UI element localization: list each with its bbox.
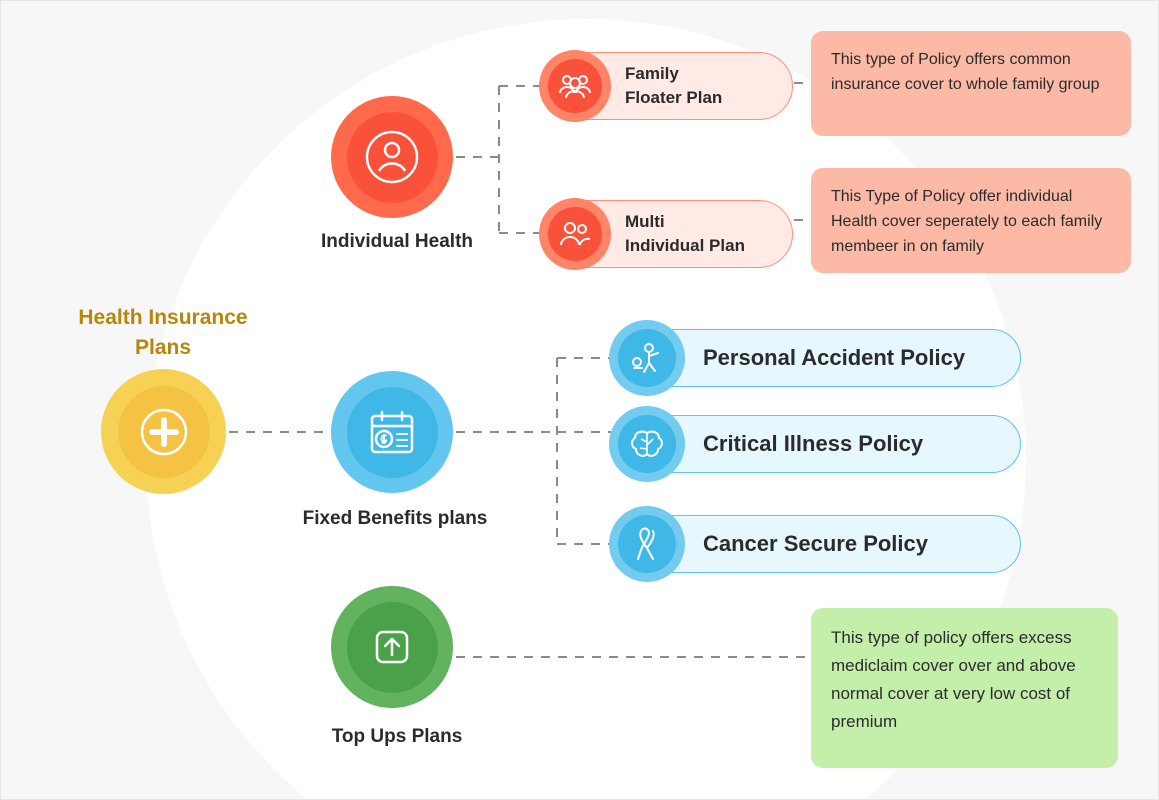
personal-accident-icon-wrap (609, 320, 685, 396)
personal-accident-icon-core (618, 329, 676, 387)
branch-node-top-ups-inner (347, 602, 438, 693)
node-family-floater-plan[interactable] (541, 52, 793, 120)
critical-illness-icon-wrap (609, 406, 685, 482)
description-multi-individual-plan: This Type of Policy offer individual Health cover seperately to each family membeer in on family (811, 168, 1131, 273)
description-top-ups-plans: This type of policy offers excess mediclaim cover over and above normal cover at very low cost of premium (811, 608, 1118, 768)
family-floater-label-line1: Family (625, 64, 679, 83)
critical-illness-icon-core (618, 415, 676, 473)
cancer-secure-icon-core (618, 515, 676, 573)
multi-individual-label-line2: Individual Plan (625, 236, 745, 255)
root-node-inner (118, 386, 210, 478)
node-critical-illness-policy[interactable] (611, 415, 1021, 473)
multi-individual-label-line1: Multi (625, 212, 665, 231)
branch-node-individual-health[interactable] (331, 96, 453, 218)
branch-label-individual-health: Individual Health (320, 231, 474, 252)
brain-icon (629, 428, 665, 460)
branch-label-fixed-benefits-plans: Fixed Benefits plans (302, 508, 488, 529)
multi-individual-icon-core (548, 207, 602, 261)
node-multi-individual-plan-label (611, 210, 745, 258)
node-personal-accident-policy[interactable] (611, 329, 1021, 387)
family-floater-label-line2: Floater Plan (625, 88, 723, 107)
branch-node-individual-health-inner (347, 112, 438, 203)
family-floater-icon-wrap (539, 50, 611, 122)
root-label (63, 303, 263, 363)
root-node-health-insurance-plans[interactable] (101, 369, 226, 494)
medical-cross-icon (137, 405, 191, 459)
two-people-icon (559, 219, 591, 249)
injured-person-icon (630, 341, 664, 375)
branch-node-fixed-benefits-plans[interactable] (331, 371, 453, 493)
awareness-ribbon-icon (633, 526, 661, 562)
node-cancer-secure-policy[interactable] (611, 515, 1021, 573)
calendar-money-icon (364, 406, 420, 458)
node-critical-illness-policy-label: Critical Illness Policy (703, 431, 924, 456)
root-label-line2: Plans (134, 336, 192, 359)
description-family-floater-plan: This type of Policy offers common insurance cover to whole family group (811, 31, 1131, 136)
node-personal-accident-policy-label: Personal Accident Policy (703, 345, 966, 370)
branch-node-top-ups-plans[interactable] (331, 586, 453, 708)
person-in-circle-icon (363, 128, 421, 186)
branch-node-fixed-benefits-inner (347, 387, 438, 478)
node-multi-individual-plan[interactable] (541, 200, 793, 268)
upload-arrow-icon (366, 621, 418, 673)
family-group-icon (558, 71, 592, 101)
multi-individual-icon-wrap (539, 198, 611, 270)
root-label-line1: Health Insurance (78, 306, 248, 329)
node-cancer-secure-policy-label: Cancer Secure Policy (703, 531, 929, 556)
family-floater-icon-core (548, 59, 602, 113)
cancer-secure-icon-wrap (609, 506, 685, 582)
branch-label-top-ups-plans: Top Ups Plans (331, 726, 463, 747)
node-family-floater-plan-label (611, 62, 722, 110)
